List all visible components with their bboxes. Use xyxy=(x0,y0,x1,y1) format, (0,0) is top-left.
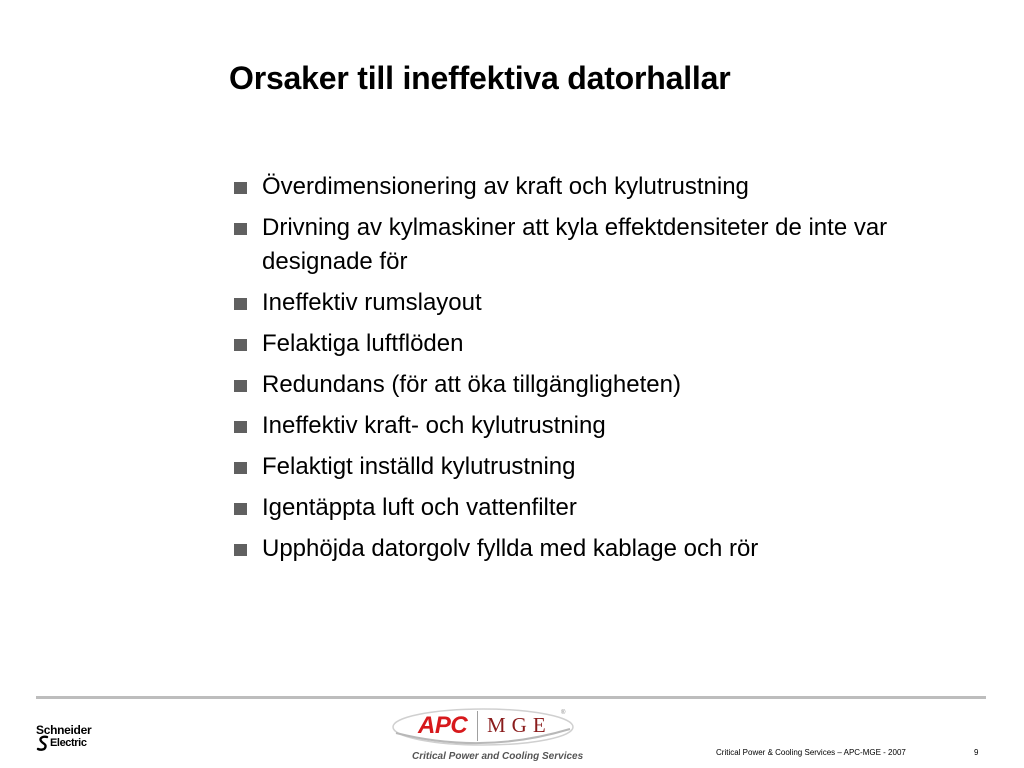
square-bullet-icon xyxy=(234,298,247,310)
bullet-item xyxy=(231,286,971,320)
bullet-text: Felaktigt inställd kylutrustning xyxy=(262,453,576,480)
bullet-item xyxy=(231,491,971,525)
bullet-text: Ineffektiv rumslayout xyxy=(262,289,482,316)
schneider-s-icon xyxy=(36,735,50,751)
apc-mge-logo xyxy=(388,703,584,767)
square-bullet-icon xyxy=(234,380,247,392)
square-bullet-icon xyxy=(234,421,247,433)
page-number: 9 xyxy=(974,748,979,757)
bullet-item xyxy=(231,368,971,402)
square-bullet-icon xyxy=(234,544,247,556)
square-bullet-icon xyxy=(234,462,247,474)
bullet-list xyxy=(231,170,971,573)
apc-brand-text: APC xyxy=(418,712,468,739)
square-bullet-icon xyxy=(234,182,247,194)
bullet-item xyxy=(231,170,971,204)
footer-divider xyxy=(36,696,986,699)
bullet-item xyxy=(231,211,971,279)
bullet-text: Överdimensionering av kraft och kylutrustning xyxy=(262,173,749,200)
bullet-text: Redundans (för att öka tillgängligheten) xyxy=(262,371,681,398)
bullet-text: Felaktiga luftflöden xyxy=(262,330,464,357)
square-bullet-icon xyxy=(234,339,247,351)
bullet-text: Upphöjda datorgolv fyllda med kablage och rör xyxy=(262,535,759,562)
square-bullet-icon xyxy=(234,223,247,235)
logo-divider xyxy=(477,711,478,741)
square-bullet-icon xyxy=(234,503,247,515)
footer-caption: Critical Power & Cooling Services – APC-MGE - 2007 xyxy=(716,748,906,757)
schneider-electric-logo xyxy=(36,723,106,753)
bullet-item xyxy=(231,327,971,361)
electric-logo-text: Electric xyxy=(50,737,87,749)
bullet-text: Ineffektiv kraft- och kylutrustning xyxy=(262,412,606,439)
logo-tagline: Critical Power and Cooling Services xyxy=(412,751,584,762)
slide-title: Orsaker till ineffektiva datorhallar xyxy=(229,60,731,96)
bullet-item xyxy=(231,409,971,443)
bullet-item xyxy=(231,532,971,566)
schneider-logo-text: Schneider xyxy=(36,723,92,737)
bullet-text: Drivning av kylmaskiner att kyla effektdensiteter de inte var designade för xyxy=(262,214,888,275)
bullet-item xyxy=(231,450,971,484)
bullet-text: Igentäppta luft och vattenfilter xyxy=(262,494,577,521)
trademark-mark: ® xyxy=(561,710,566,716)
mge-brand-text: MGE xyxy=(487,713,552,737)
